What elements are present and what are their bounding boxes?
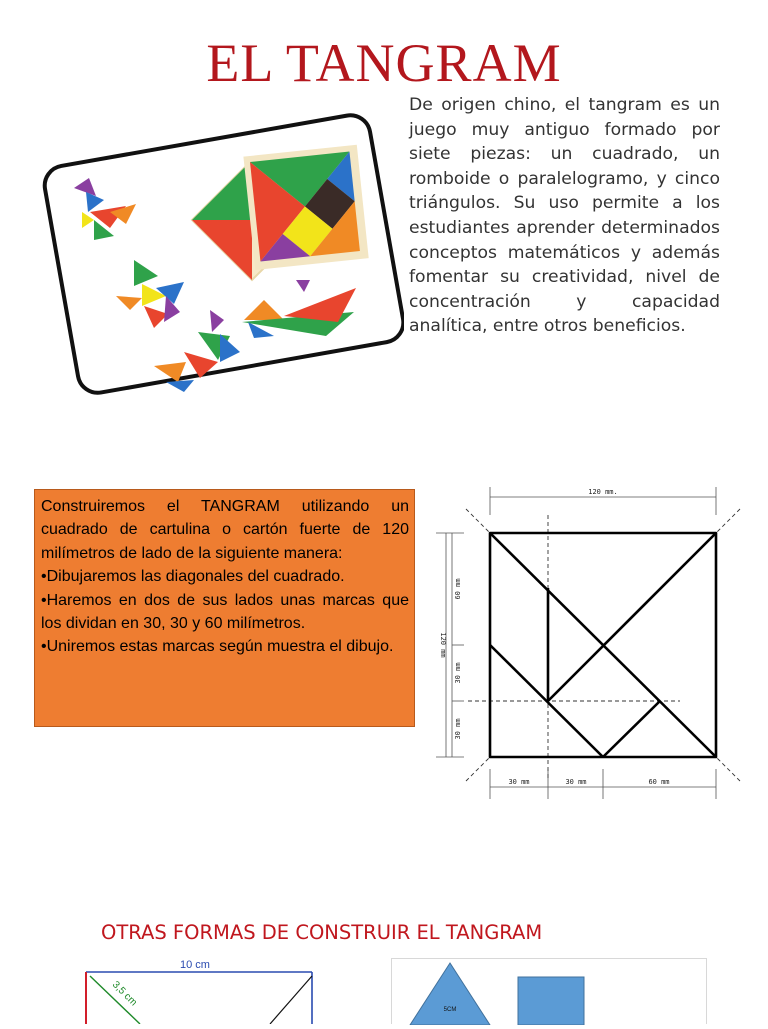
construction-diagram — [428, 483, 758, 803]
label-left-lower: 30 mm — [454, 718, 462, 740]
label-left-upper: 60 mm — [454, 578, 462, 600]
tangram-photo — [34, 100, 404, 420]
alt-pieces-panel — [391, 958, 707, 1024]
label-3-5cm: 3,5 cm — [109, 979, 139, 1009]
label-left-mid: 30 mm — [454, 662, 462, 684]
label-10cm: 10 cm — [180, 959, 210, 971]
triangle-label: 5CM — [443, 1007, 457, 1013]
alt-construction-diagram — [80, 955, 330, 1024]
tangram-board-front — [243, 145, 368, 270]
page-title: EL TANGRAM — [206, 33, 562, 93]
label-bottom-c: 60 mm — [648, 778, 670, 786]
label-left: 120 mm — [439, 632, 447, 658]
instructions-step-2: •Haremos en dos de sus lados unas marcas que los dividan en 30, 30 y 60 milímetros. — [41, 591, 409, 633]
label-bottom-b: 30 mm — [565, 778, 587, 786]
label-top: 120 mm. — [588, 488, 618, 496]
instructions-box — [34, 489, 415, 727]
intro-text: De origen chino, el tangram es un juego muy antiguo formado por siete piezas: un cuadrado, un romboide o paralelogramo, y cinco triángulos. Su uso permite a los estudiantes aprender determinados conceptos matemáticos y además fomentar su creatividad, nivel de concentración y capacidad analítica, entre otros beneficios. — [409, 95, 720, 337]
alt-pieces — [392, 959, 708, 1025]
instructions-step-3: •Uniremos estas marcas según muestra el dibujo. — [41, 638, 394, 656]
section-subtitle: OTRAS FORMAS DE CONSTRUIR EL TANGRAM — [101, 921, 543, 944]
instructions-paragraph: Construiremos el TANGRAM utilizando un cuadrado de cartulina o cartón fuerte de 120 milímetros de lado de la siguiente manera: — [41, 498, 409, 562]
instructions-step-1: •Dibujaremos las diagonales del cuadrado. — [41, 568, 345, 586]
label-bottom-a: 30 mm — [508, 778, 530, 786]
